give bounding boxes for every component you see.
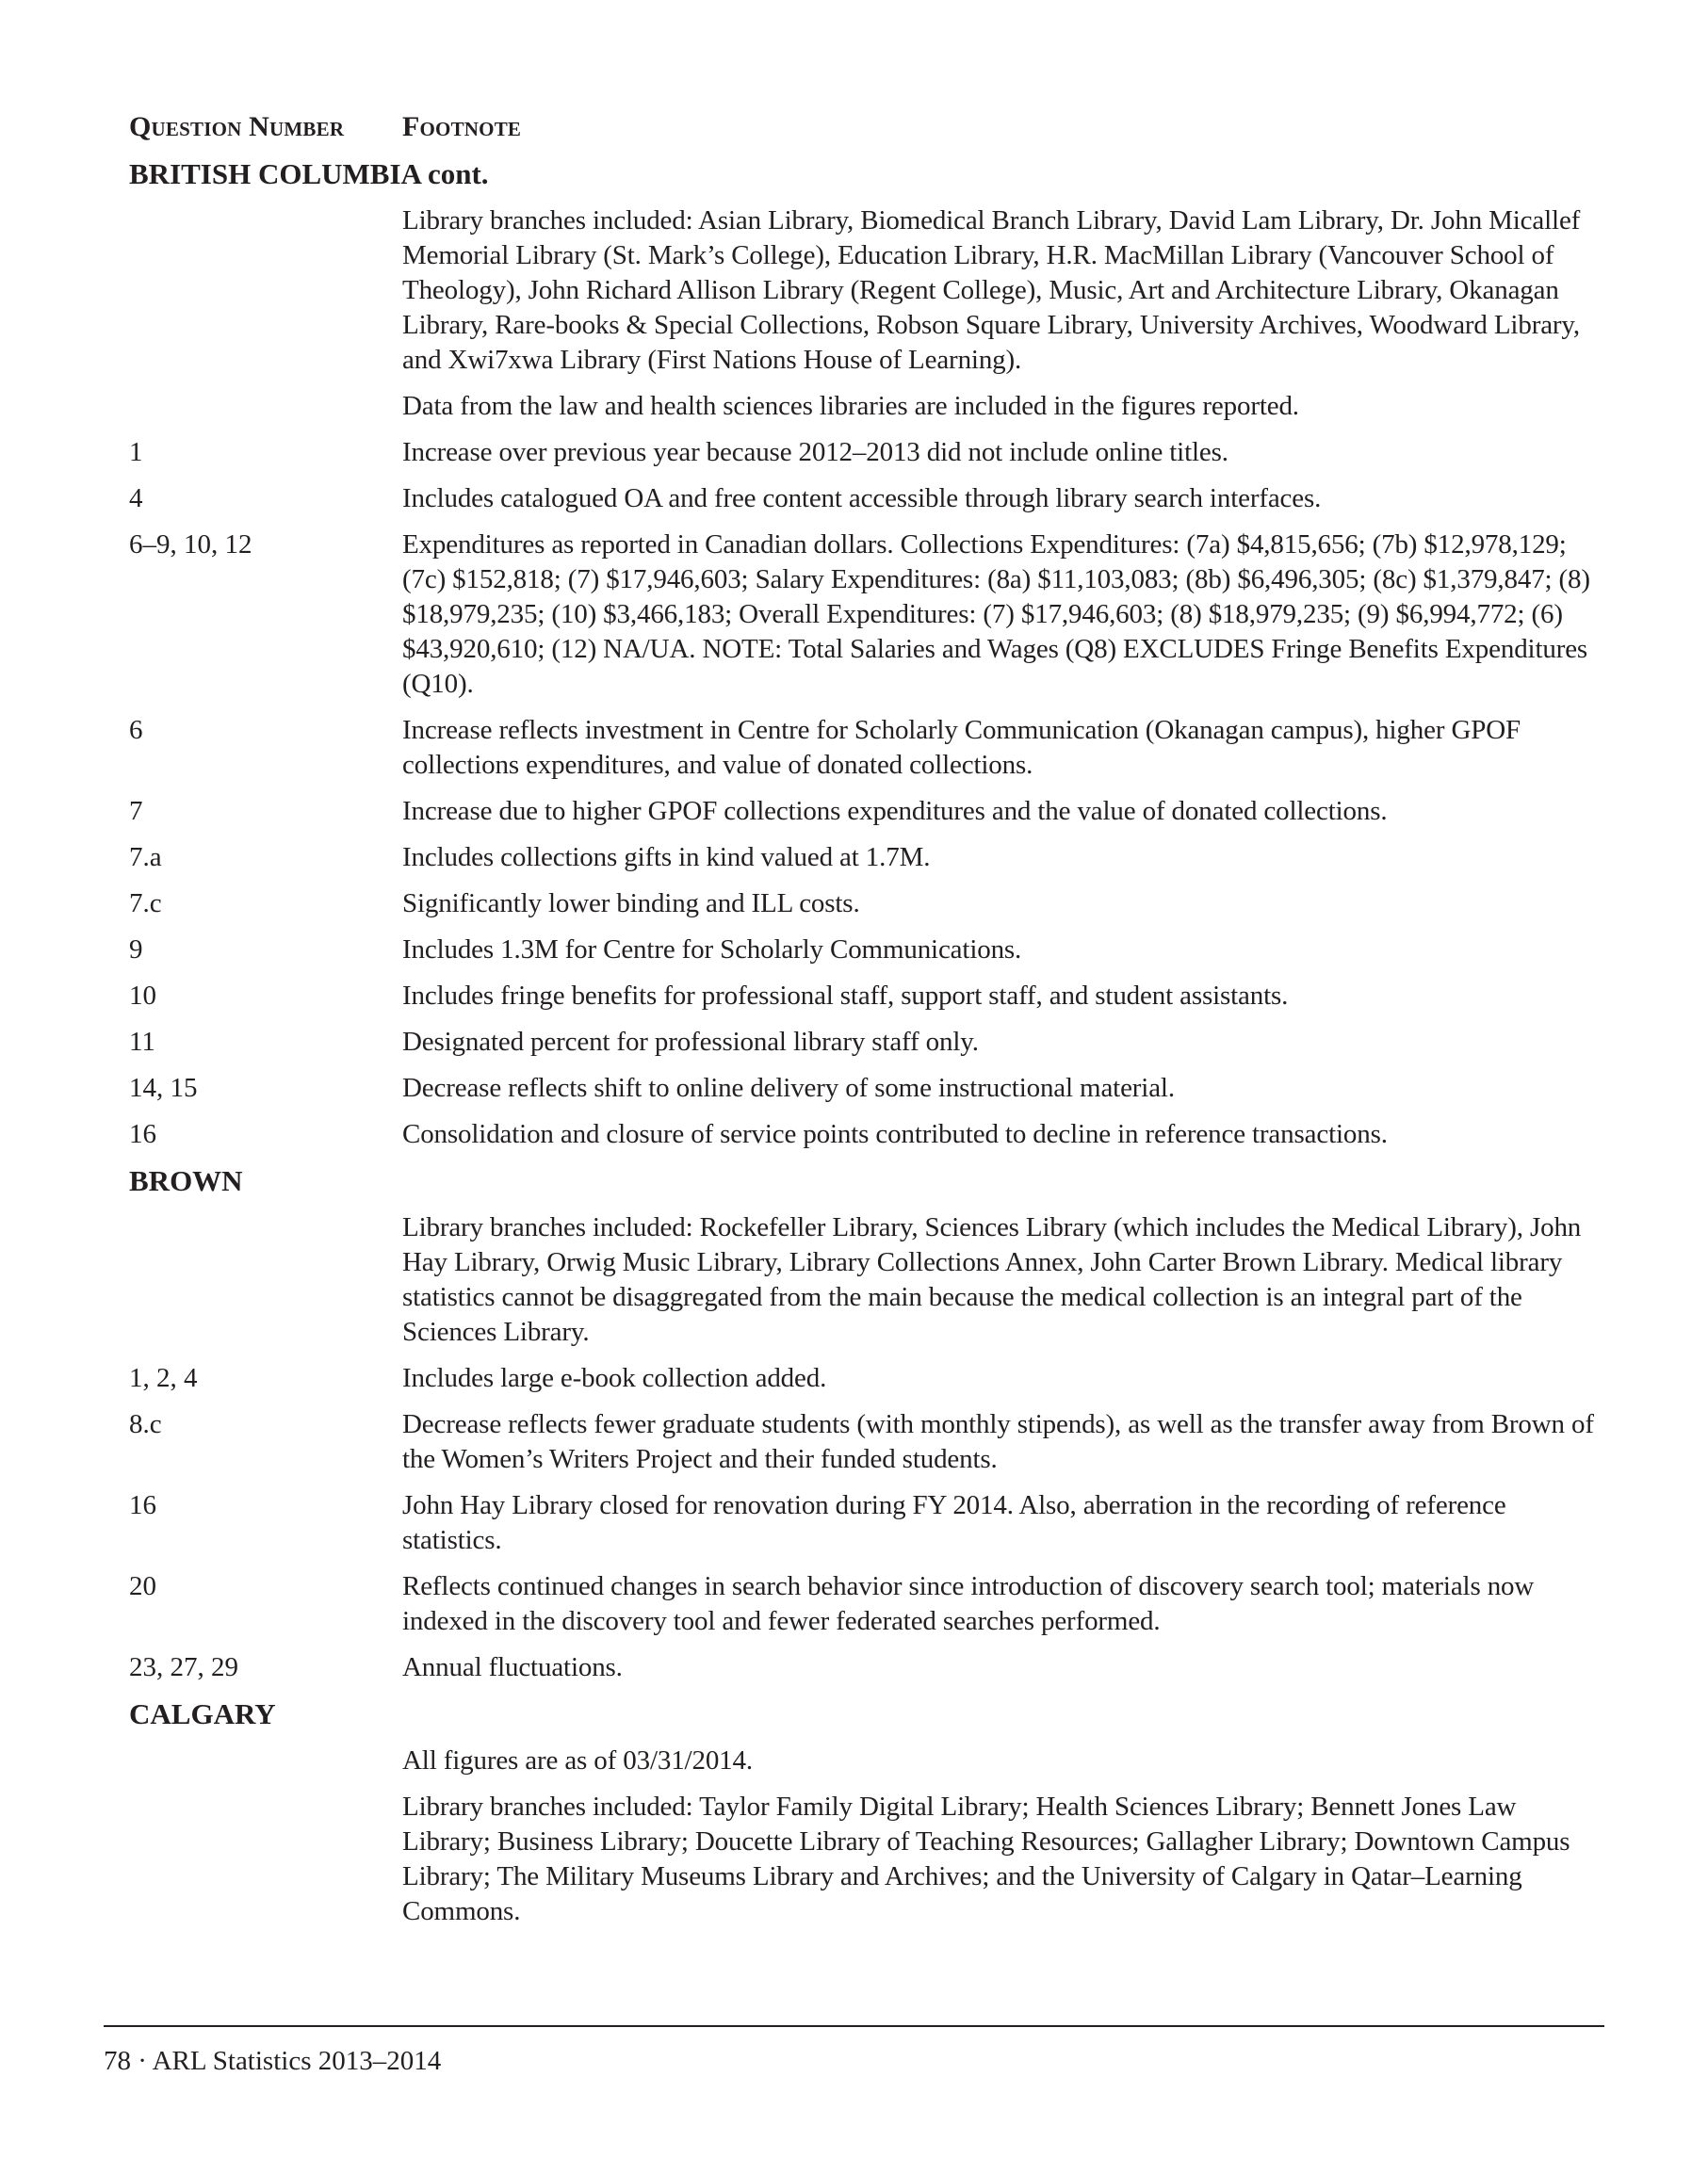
footnote-text: Library branches included: Asian Library, Biomedical Branch Library, David Lam Library, Dr. John Micallef Memorial Library (St. Mark’s College), Education Library, H.R. MacMillan Library (Vancouver School of Theology), John Richard Allison Library (Regent College), Music, Art and Architecture Library, Okanagan Library, Rare-books & Special Collections, Robson Square Library, University Archives, Woodward Library, and Xwi7xwa Library (First Nations House of Learning). [402, 205, 1581, 375]
page-footer [104, 2044, 441, 2078]
footnote-row [129, 1361, 1599, 1396]
footnote-text: Decrease reflects fewer graduate students (with monthly stipends), as well as the transfer away from Brown of the Women’s Writers Project and their funded students. [402, 1409, 1594, 1474]
question-number: 16 [129, 1119, 156, 1149]
footnote-text: Expenditures as reported in Canadian dollars. Collections Expenditures: (7a) $4,815,656; (7b) $12,978,129; (7c) $152,818; (7) $17,946,603; Salary Expenditures: (8a) $11,103,083; (8b) $6,496,305; (8c) $1,379,847; (8) $18,979,235; (10) $3,466,183; Overall Expenditures: (7) $17,946,603; (8) $18,979,235; (9) $6,994,772; (6) $43,920,610; (12) NA/UA. NOTE: Total Salaries and Wages (Q8) EXCLUDES Fringe Benefits Expenditures (Q10). [402, 529, 1590, 699]
publication-title: ARL Statistics 2013–2014 [152, 2046, 442, 2076]
question-number: 6 [129, 715, 143, 745]
footnote-text: Includes large e-book collection added. [402, 1363, 827, 1393]
footnote-row [129, 1210, 1599, 1350]
page-number: 78 [104, 2046, 131, 2076]
footnote-text: Reflects continued changes in search behavior since introduction of discovery search tool; materials now indexed in the discovery tool and fewer federated searches performed. [402, 1571, 1535, 1636]
footnote-row [129, 1407, 1599, 1477]
footnote-row [129, 481, 1599, 516]
question-number: 1 [129, 437, 143, 467]
footnote-row [129, 203, 1599, 378]
footnotes-table [129, 109, 1599, 1940]
footnote-row [129, 1071, 1599, 1106]
footnote-text: Increase due to higher GPOF collections expenditures and the value of donated collections. [402, 796, 1388, 826]
footer-divider [104, 2025, 1604, 2027]
footnote-text: Increase reflects investment in Centre for Scholarly Communication (Okanagan campus), higher GPOF collections expenditures, and value of donated collections. [402, 715, 1521, 780]
section-title: CALGARY [129, 1697, 276, 1730]
footnote-text: Significantly lower binding and ILL costs. [402, 888, 860, 918]
footnote-row [129, 979, 1599, 1014]
footnote-text: Includes 1.3M for Centre for Scholarly Communications. [402, 934, 1022, 965]
question-number: 7 [129, 796, 143, 826]
question-number: 7.c [129, 888, 162, 918]
question-number-column-header: Question Number [129, 111, 345, 142]
footnote-row [129, 1117, 1599, 1152]
section-brown [129, 1163, 1599, 1685]
footnote-column-header: Footnote [402, 111, 522, 142]
footnote-row [129, 1569, 1599, 1639]
footnote-row [129, 1790, 1599, 1929]
section-title: BROWN [129, 1164, 243, 1197]
footnote-row [129, 1650, 1599, 1685]
section-calgary [129, 1696, 1599, 1929]
footnote-row [129, 1744, 1599, 1778]
footnote-row [129, 1488, 1599, 1558]
footnote-row [129, 713, 1599, 783]
footnote-row [129, 527, 1599, 702]
footnote-row [129, 886, 1599, 921]
question-number: 1, 2, 4 [129, 1363, 198, 1393]
section-british-columbia [129, 156, 1599, 1152]
question-number: 23, 27, 29 [129, 1652, 238, 1682]
question-number: 4 [129, 483, 143, 513]
footnote-row [129, 840, 1599, 875]
question-number: 8.c [129, 1409, 162, 1439]
section-title: BRITISH COLUMBIA cont. [129, 157, 489, 190]
footnote-text: Data from the law and health sciences libraries are included in the figures reported. [402, 391, 1299, 421]
question-number: 9 [129, 934, 143, 965]
question-number: 11 [129, 1027, 155, 1057]
footnote-text: Includes collections gifts in kind valued at 1.7M. [402, 842, 931, 872]
question-number: 10 [129, 981, 156, 1011]
column-headers [129, 109, 1599, 145]
footnote-text: Increase over previous year because 2012–2013 did not include online titles. [402, 437, 1228, 467]
footnote-text: John Hay Library closed for renovation during FY 2014. Also, aberration in the recording of reference statistics. [402, 1490, 1506, 1555]
footnote-text: Library branches included: Taylor Family Digital Library; Health Sciences Library; Bennett Jones Law Library; Business Library; Doucette Library of Teaching Resources; Gallagher Library; Downtown Campus Library; The Military Museums Library and Archives; and the University of Calgary in Qatar–Learning Commons. [402, 1792, 1570, 1926]
footnote-row [129, 1025, 1599, 1060]
footnote-row [129, 435, 1599, 470]
footnote-text: Annual fluctuations. [402, 1652, 623, 1682]
footnote-row [129, 389, 1599, 424]
question-number: 7.a [129, 842, 162, 872]
footer-separator: · [138, 2046, 147, 2076]
question-number: 6–9, 10, 12 [129, 529, 252, 560]
question-number: 20 [129, 1571, 156, 1601]
question-number: 14, 15 [129, 1073, 198, 1103]
footnote-text: All figures are as of 03/31/2014. [402, 1745, 753, 1776]
footnote-text: Decrease reflects shift to online delivery of some instructional material. [402, 1073, 1175, 1103]
footnote-row [129, 794, 1599, 829]
question-number: 16 [129, 1490, 156, 1520]
footnote-text: Designated percent for professional library staff only. [402, 1027, 979, 1057]
footnote-text: Consolidation and closure of service points contributed to decline in reference transactions. [402, 1119, 1388, 1149]
footnote-text: Includes catalogued OA and free content accessible through library search interfaces. [402, 483, 1322, 513]
footnote-text: Includes fringe benefits for professional staff, support staff, and student assistants. [402, 981, 1289, 1011]
footnote-row [129, 933, 1599, 967]
footnote-text: Library branches included: Rockefeller Library, Sciences Library (which includes the Medical Library), John Hay Library, Orwig Music Library, Library Collections Annex, John Carter Brown Library. Medical library statistics cannot be disaggregated from the main because the medical collection is an integral part of the Sciences Library. [402, 1212, 1582, 1347]
